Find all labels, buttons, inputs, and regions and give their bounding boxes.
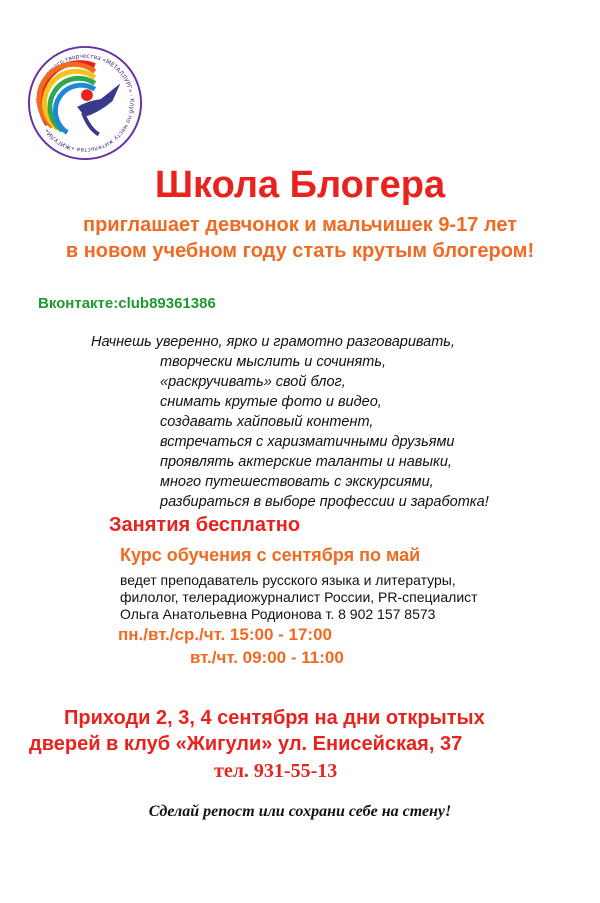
skill-item: создавать хайповый контент, [160,414,374,430]
subtitle-line-1: приглашает девчонок и мальчишек 9-17 лет [83,214,517,236]
course-period: Курс обучения с сентября по май [120,545,421,565]
schedule-line-2: вт./чт. 09:00 - 11:00 [190,648,344,667]
skill-item: «раскручивать» свой блог, [160,374,346,390]
page-title: Школа Блогера [154,164,446,206]
subtitle-line-2: в новом учебном году стать крутым блогером! [65,240,535,262]
open-doors-line-1: Приходи 2, 3, 4 сентября на дни открытых [64,707,485,729]
skill-item: встречаться с харизматичными друзьями [160,434,455,450]
open-doors-line-2: дверей в клуб «Жигули» ул. Енисейская, 37 [29,733,463,755]
skill-item: творчески мыслить и сочинять, [160,354,387,370]
skill-item: разбираться в выборе профессии и заработка! [160,494,489,510]
skill-item: проявлять актерские таланты и навыки, [160,454,452,470]
teacher-line: филолог, телерадиожурналист России, PR-специалист [120,589,478,605]
repost-note: Сделай репост или сохрани себе на стену! [148,803,452,820]
teacher-line: Ольга Анатольевна Родионова т. 8 902 157 8573 [120,606,436,622]
schedule-line-1: пн./вт./ср./чт. 15:00 - 17:00 [118,625,332,644]
teacher-line: ведет преподаватель русского языка и литературы, [120,572,456,588]
club-logo [26,44,144,162]
intro-text: Начнешь уверенно, ярко и грамотно разговаривать, [91,334,455,350]
skill-item: снимать крутые фото и видео, [160,394,382,410]
free-lessons-heading: Занятия бесплатно [109,514,301,536]
vk-link[interactable]: Вконтакте:club89361386 [38,295,216,312]
phone-number: тел. 931-55-13 [214,760,338,782]
logo-ring-text: Центр детского творчества «МЕТАЛЛУРГ» · Клуб по месту жительства «ЖИГУЛИ» [35,53,135,153]
skill-item: много путешествовать с экскурсиями, [160,474,434,490]
